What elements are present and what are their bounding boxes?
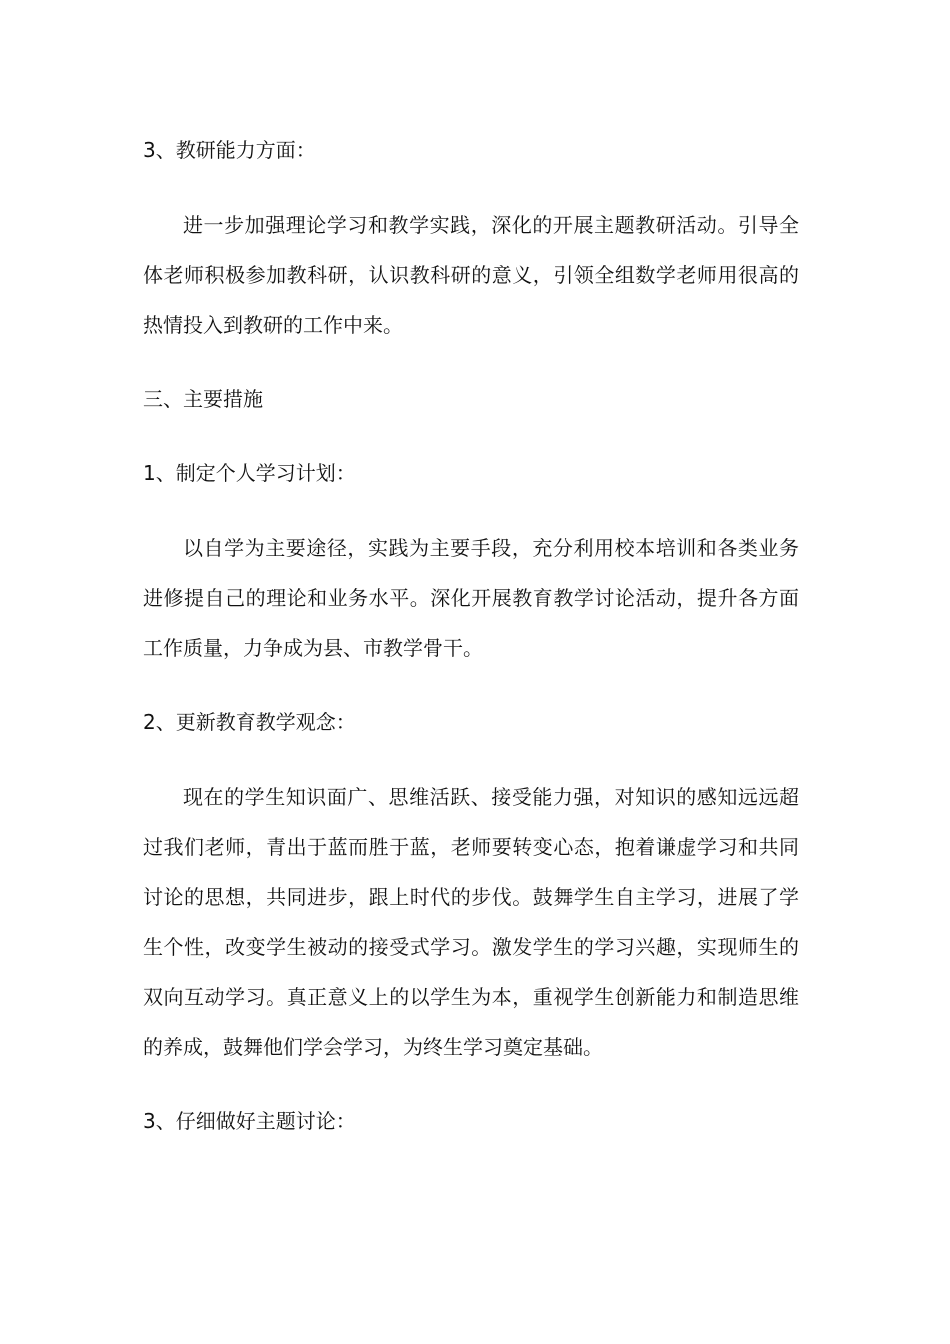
heading-personal-plan: 1、制定个人学习计划： bbox=[143, 461, 356, 485]
paragraph-research-ability: 进一步加强理论学习和教学实践，深化的开展主题教研活动。引导全体老师积极参加教科研，认识教科研的意义，引领全组数学老师用很高的热情投入到教研的工作中来。 bbox=[143, 213, 799, 337]
heading-research-ability: 3、教研能力方面： bbox=[143, 138, 316, 162]
paragraph-personal-plan: 以自学为主要途径，实践为主要手段，充分利用校本培训和各类业务进修提自己的理论和业务水平。深化开展教育教学讨论活动，提升各方面工作质量，力争成为县、市教学骨干。 bbox=[143, 536, 799, 660]
heading-update-concept: 2、更新教育教学观念： bbox=[143, 710, 356, 734]
heading-topic-discussion: 3、仔细做好主题讨论： bbox=[143, 1109, 356, 1133]
section-main-measures: 三、主要措施 bbox=[143, 387, 263, 411]
paragraph-update-concept: 现在的学生知识面广、思维活跃、接受能力强，对知识的感知远远超过我们老师，青出于蓝而胜于蓝，老师要转变心态，抱着谦虚学习和共同讨论的思想，共同进步，跟上时代的步伐。鼓舞学生自主学习，进展了学生个性，改变学生被动的接受式学习。激发学生的学习兴趣，实现师生的双向互动学习。真正意义上的以学生为本，重视学生创新能力和制造思维的养成，鼓舞他们学会学习，为终生学习奠定基础。 bbox=[143, 785, 799, 1059]
